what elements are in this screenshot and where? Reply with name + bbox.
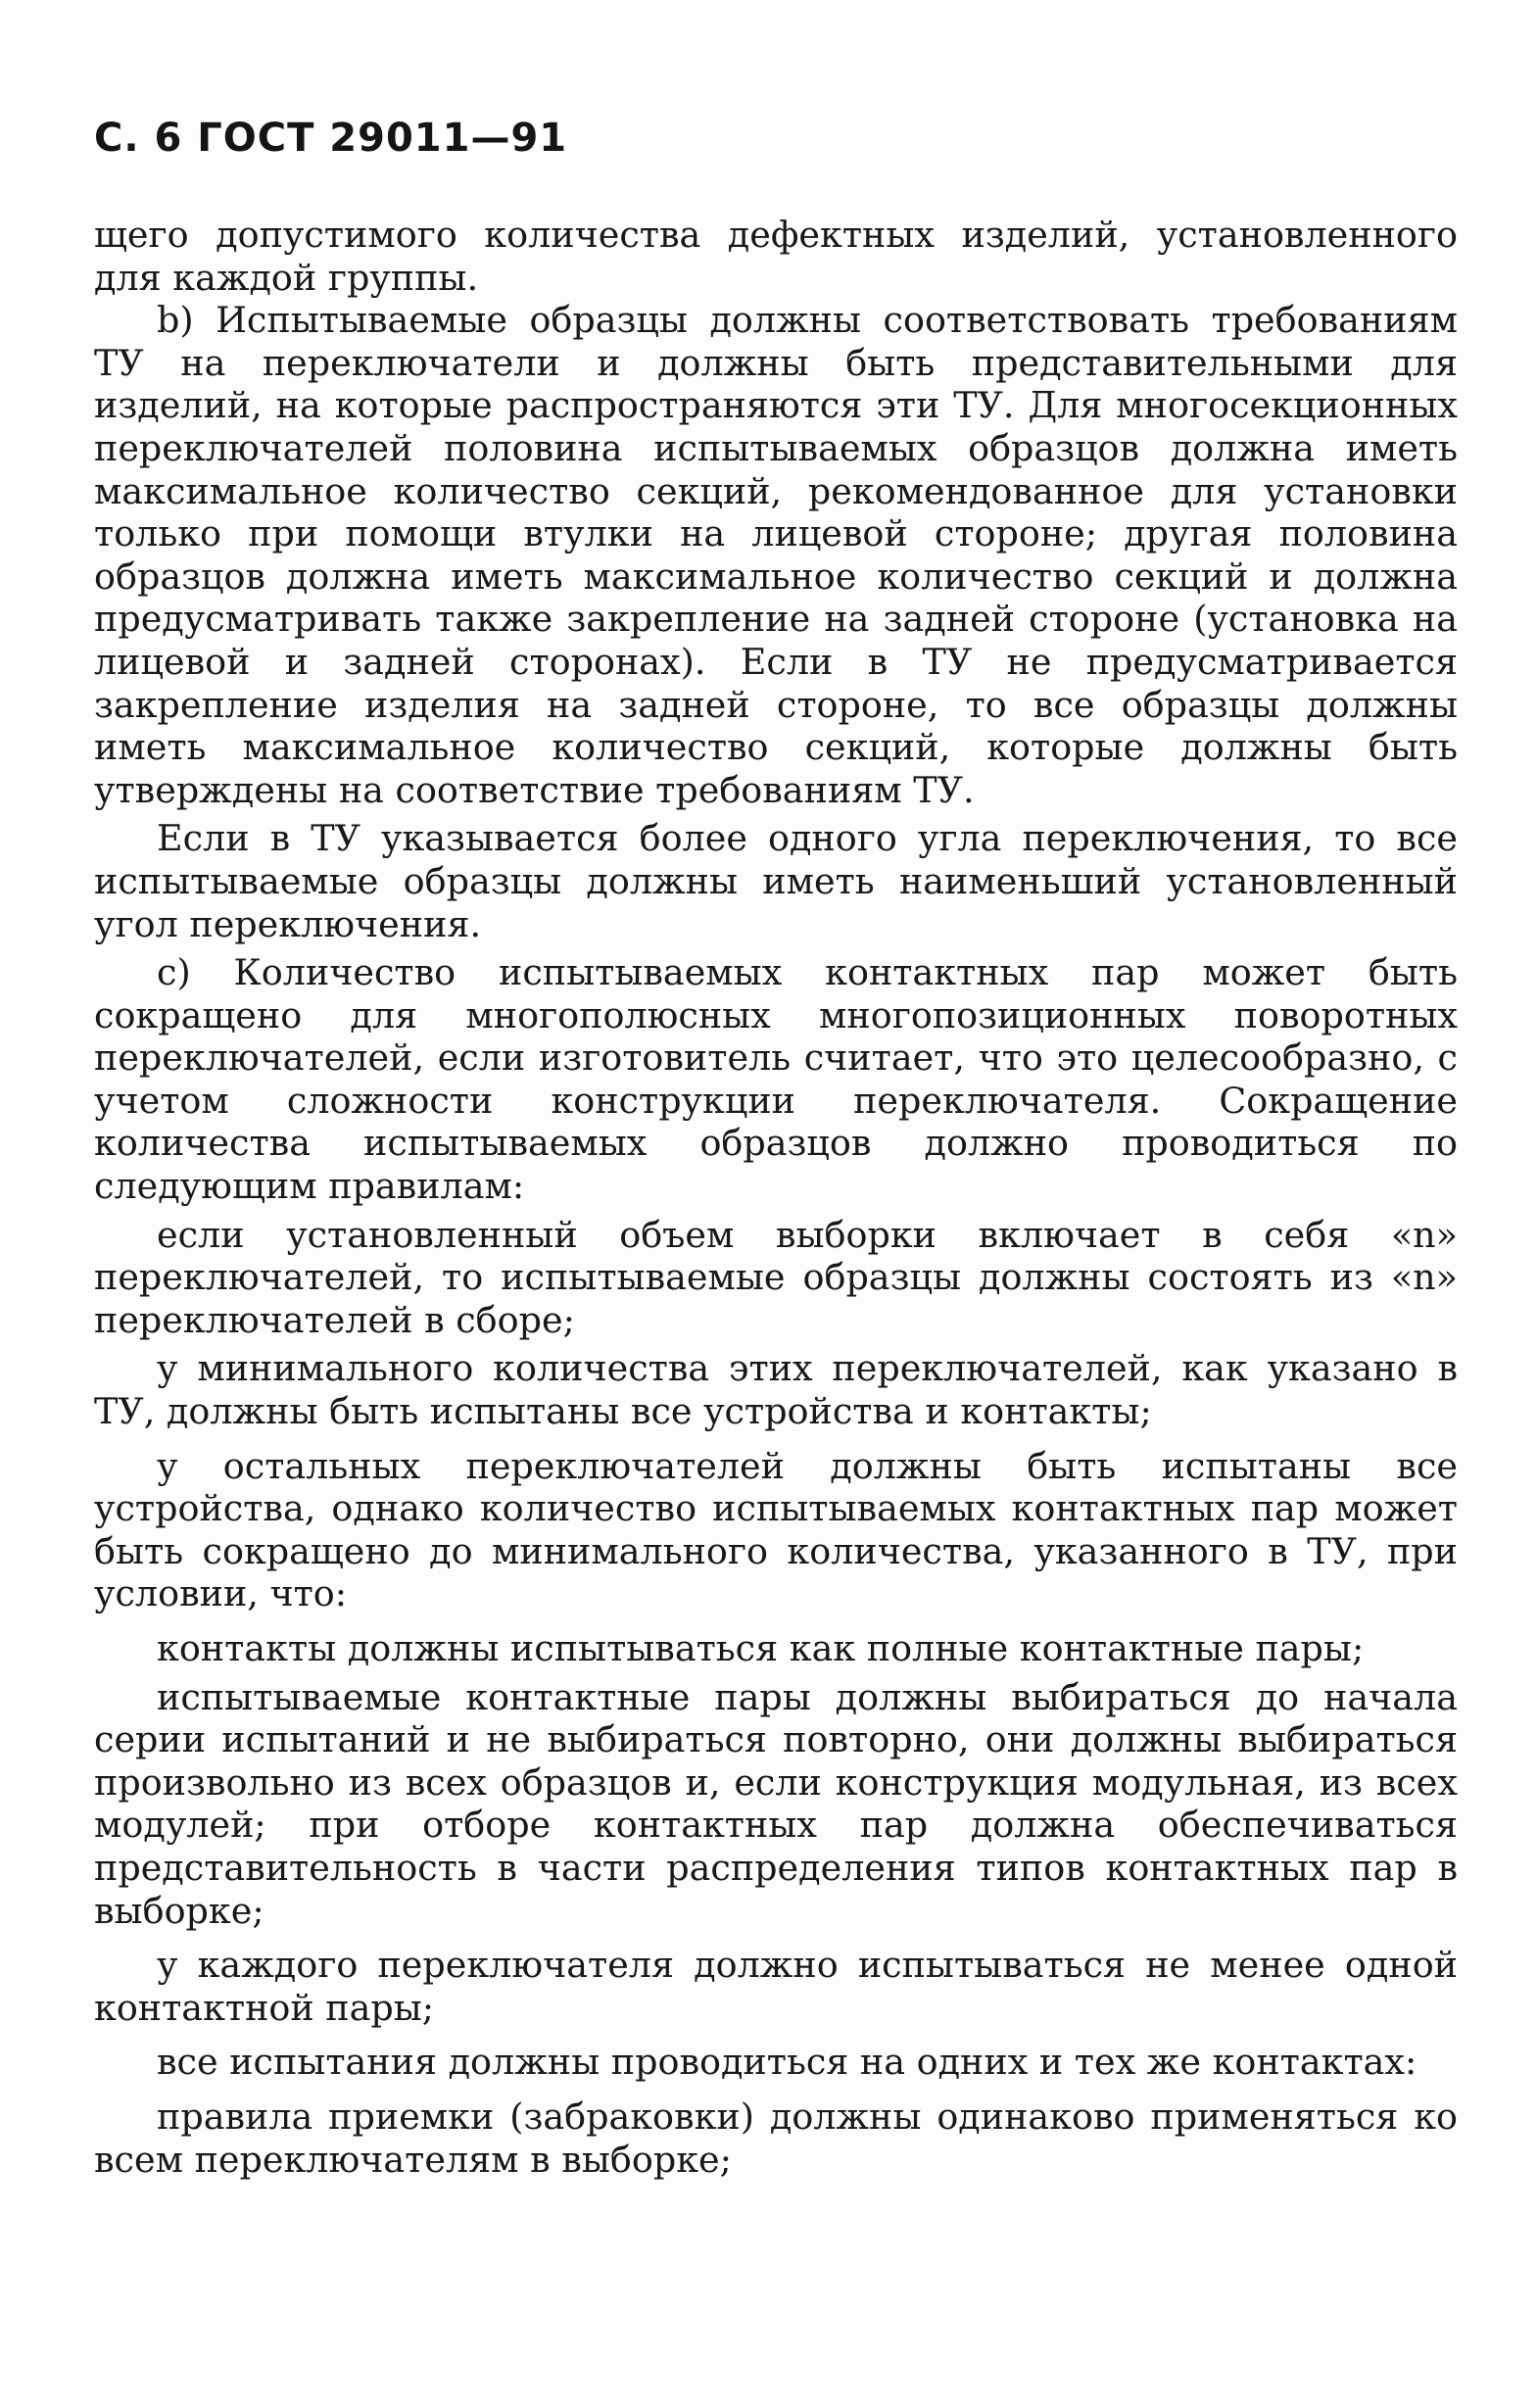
running-header: С. 6 ГОСТ 29011—91 — [94, 116, 568, 161]
paragraph-switching-angle: Если в ТУ указывается более одного угла переключения, то все испытываемые образцы должны иметь наименьший установленный угол переключения. — [94, 817, 1458, 945]
body-text — [94, 214, 1458, 2181]
rule-pair-selection: испытываемые контактные пары должны выбираться до начала серии испытаний и не выбираться повторно, они должны выбираться произвольно из всех образцов и, если конструкция модульная, из всех модулей; при отборе контактных пар должна обеспечиваться представительность в части распределения типов контактных пар в выборке; — [94, 1675, 1458, 1932]
rule-remaining-switches: у остальных переключателей должны быть испытаны все устройства, однако количество испытываемых контактных пар может быть сокращено до минимального количества, указанного в ТУ, при условии, что: — [94, 1444, 1458, 1615]
rule-sample-size: если установленный объем выборки включает в себя «n» переключателей, то испытываемые образцы должны состоять из «n» переключателей в сборе; — [94, 1213, 1458, 1341]
paragraph-continuation: щего допустимого количества дефектных изделий, установленного для каждой группы. — [94, 214, 1458, 299]
rule-acceptance: правила приемки (забраковки) должны одинаково применяться ко всем переключателям в выборке; — [94, 2095, 1458, 2181]
paragraph-item-b: b) Испытываемые образцы должны соответствовать требованиям ТУ на переключатели и должны быть представительными для изделий, на которые распространяются эти ТУ. Для многосекционных переключателей половина испытываемых образцов должна иметь максимальное количество секций, рекомендованное для установки только при помощи втулки на лицевой стороне; другая половина образцов должна иметь максимальное количество секций и должна предусматривать также закрепление на задней стороне (установка на лицевой и задней сторонах). Если в ТУ не предусматривается закрепление изделия на задней стороне, то все образцы должны иметь максимальное количество секций, которые должны быть утверждены на соответствие требованиям ТУ. — [94, 299, 1458, 811]
rule-full-contact-pairs: контакты должны испытываться как полные контактные пары; — [157, 1627, 1365, 1669]
rule-one-pair-minimum: у каждого переключателя должно испытываться не менее одной контактной пары; — [94, 1944, 1458, 2029]
rule-minimum-tested: у минимального количества этих переключателей, как указано в ТУ, должны быть испытаны все устройства и контакты; — [94, 1347, 1458, 1433]
rule-same-contacts: все испытания должны проводиться на одних и тех же контактах: — [157, 2041, 1417, 2084]
paragraph-item-c: c) Количество испытываемых контактных пар может быть сокращено для многополюсных многопозиционных поворотных переключателей, если изготовитель считает, что это целесообразно, с учетом сложности конструкции переключателя. Сокращение количества испытываемых образцов должно проводиться по следующим правилам: — [94, 951, 1458, 1208]
